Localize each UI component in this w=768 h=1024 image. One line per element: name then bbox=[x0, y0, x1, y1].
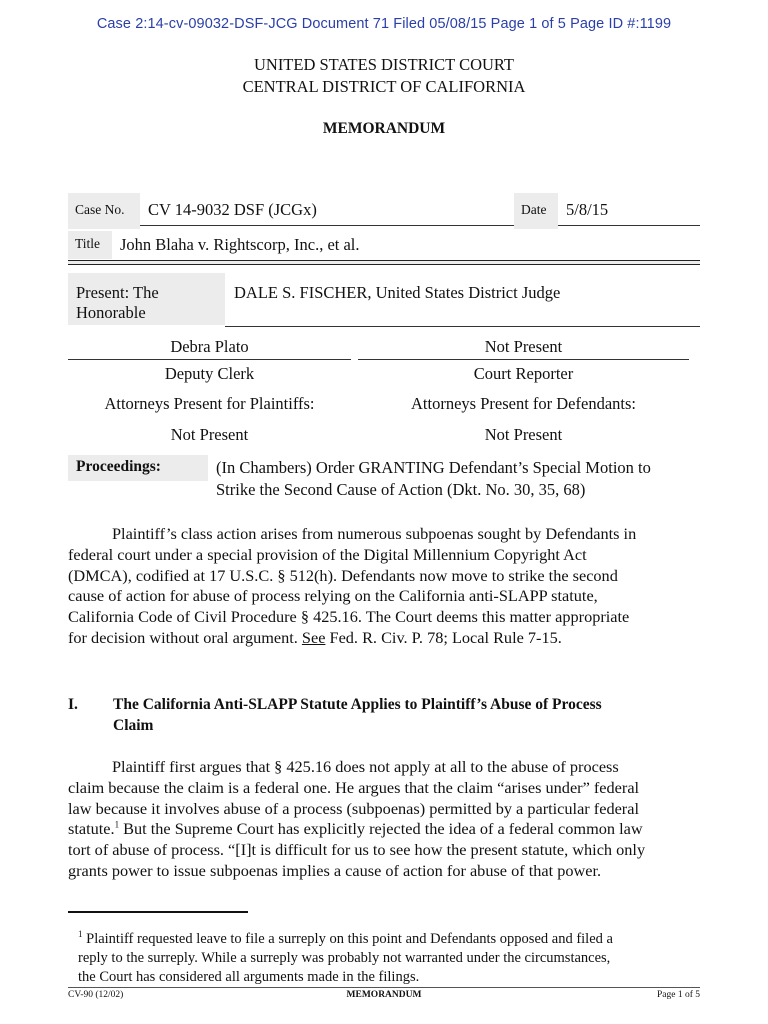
attorneys-plaintiffs-value: Not Present bbox=[170, 425, 249, 444]
footnote-separator bbox=[68, 911, 248, 913]
intro-line: California Code of Civil Procedure § 425.16. The Court deems this matter appropriate bbox=[68, 607, 630, 627]
court-reporter-label: Court Reporter bbox=[473, 364, 574, 383]
case-no-underline bbox=[140, 225, 514, 226]
attorneys-plaintiffs-label: Attorneys Present for Plaintiffs: bbox=[104, 394, 315, 413]
intro-line bbox=[68, 628, 636, 649]
judge-underline bbox=[225, 326, 700, 327]
footer-page-number: Page 1 of 5 bbox=[656, 990, 700, 1000]
court-name-line1: UNITED STATES DISTRICT COURT bbox=[253, 55, 514, 74]
section1-text: But the Supreme Court has explicitly rejected the idea of a federal common law bbox=[119, 819, 643, 839]
case-title: John Blaha v. Rightscorp, Inc., et al. bbox=[120, 235, 360, 254]
footer-rule bbox=[68, 987, 700, 988]
deputy-clerk-name: Debra Plato bbox=[170, 337, 249, 356]
footnote-line bbox=[68, 930, 613, 949]
deputy-clerk-label: Deputy Clerk bbox=[164, 364, 255, 383]
section1-line: claim because the claim is a federal one. He argues that the claim “arises under” federal bbox=[68, 777, 640, 797]
section1-line: law because it involves abuse of a process (subpoenas) permitted by a particular federal bbox=[68, 798, 639, 818]
section-number: I. bbox=[68, 696, 78, 713]
document-type: MEMORANDUM bbox=[322, 120, 446, 137]
section-heading-line: Claim bbox=[113, 717, 154, 734]
case-no-label: Case No. bbox=[75, 202, 125, 217]
section-heading bbox=[113, 694, 602, 736]
case-no-value: CV 14-9032 DSF (JCGx) bbox=[148, 200, 317, 219]
footnote-text: Plaintiff requested leave to file a surreply on this point and Defendants opposed and filed a bbox=[82, 931, 613, 947]
deputy-clerk-underline bbox=[68, 359, 351, 360]
footnote-line: reply to the surreply. While a surreply was probably not warranted under the circumstances, bbox=[78, 950, 611, 966]
footnote-line: the Court has considered all arguments made in the filings. bbox=[78, 969, 420, 985]
intro-line: cause of action for abuse of process relying on the California anti-SLAPP statute, bbox=[68, 586, 598, 606]
attorneys-defendants-label: Attorneys Present for Defendants: bbox=[411, 394, 636, 413]
section-heading-line: The California Anti-SLAPP Statute Applies to Plaintiff’s Abuse of Process bbox=[113, 696, 602, 713]
court-reporter-underline bbox=[358, 359, 689, 360]
intro-line: (DMCA), codified at 17 U.S.C. § 512(h). Defendants now move to strike the second bbox=[68, 565, 618, 585]
section1-line: grants power to issue subpoenas implies a cause of action for abuse of that power. bbox=[68, 860, 602, 880]
proceedings-label: Proceedings: bbox=[76, 458, 161, 475]
judge-name: DALE S. FISCHER, United States District Judge bbox=[234, 283, 561, 302]
date-value: 5/8/15 bbox=[566, 200, 609, 219]
section1-text: statute. bbox=[68, 819, 115, 839]
see-citation-signal: See bbox=[301, 627, 326, 647]
divider-band bbox=[68, 261, 700, 264]
footnote-reference[interactable]: 1 bbox=[114, 819, 120, 830]
footer-form-number: CV-90 (12/02) bbox=[68, 990, 124, 1000]
attorneys-defendants-value: Not Present bbox=[484, 425, 563, 444]
divider-rule-bottom bbox=[68, 264, 700, 265]
title-label: Title bbox=[75, 236, 101, 251]
present-label-line2: Honorable bbox=[76, 303, 146, 322]
section1-line: tort of abuse of process. “[I]t is difficult for us to see how the present statute, which only bbox=[68, 840, 646, 860]
case-stamp: Case 2:14-cv-09032-DSF-JCG Document 71 Filed 05/08/15 Page 1 of 5 Page ID #:1199 bbox=[96, 16, 672, 32]
footnote-marker: 1 bbox=[78, 929, 83, 940]
intro-text: Fed. R. Civ. P. 78; Local Rule 7-15. bbox=[325, 627, 562, 647]
proceedings-line1: (In Chambers) Order GRANTING Defendant’s Special Motion to bbox=[216, 458, 651, 477]
section1-line bbox=[68, 819, 645, 840]
date-label: Date bbox=[521, 202, 547, 217]
footnote bbox=[68, 930, 613, 987]
intro-paragraph bbox=[68, 524, 636, 649]
intro-text: for decision without oral argument. bbox=[68, 627, 302, 647]
date-underline bbox=[558, 225, 700, 226]
footer-title: MEMORANDUM bbox=[346, 990, 422, 1000]
section1-line: Plaintiff first argues that § 425.16 does not apply at all to the abuse of process bbox=[112, 757, 619, 776]
section1-paragraph bbox=[68, 757, 645, 882]
court-name-line2: CENTRAL DISTRICT OF CALIFORNIA bbox=[242, 77, 526, 96]
intro-line: Plaintiff’s class action arises from numerous subpoenas sought by Defendants in bbox=[112, 524, 637, 543]
proceedings-line2: Strike the Second Cause of Action (Dkt. No. 30, 35, 68) bbox=[216, 480, 586, 499]
intro-line: federal court under a special provision of the Digital Millennium Copyright Act bbox=[68, 544, 587, 564]
present-label-line1: Present: The bbox=[76, 283, 159, 302]
court-reporter-name: Not Present bbox=[484, 337, 563, 356]
